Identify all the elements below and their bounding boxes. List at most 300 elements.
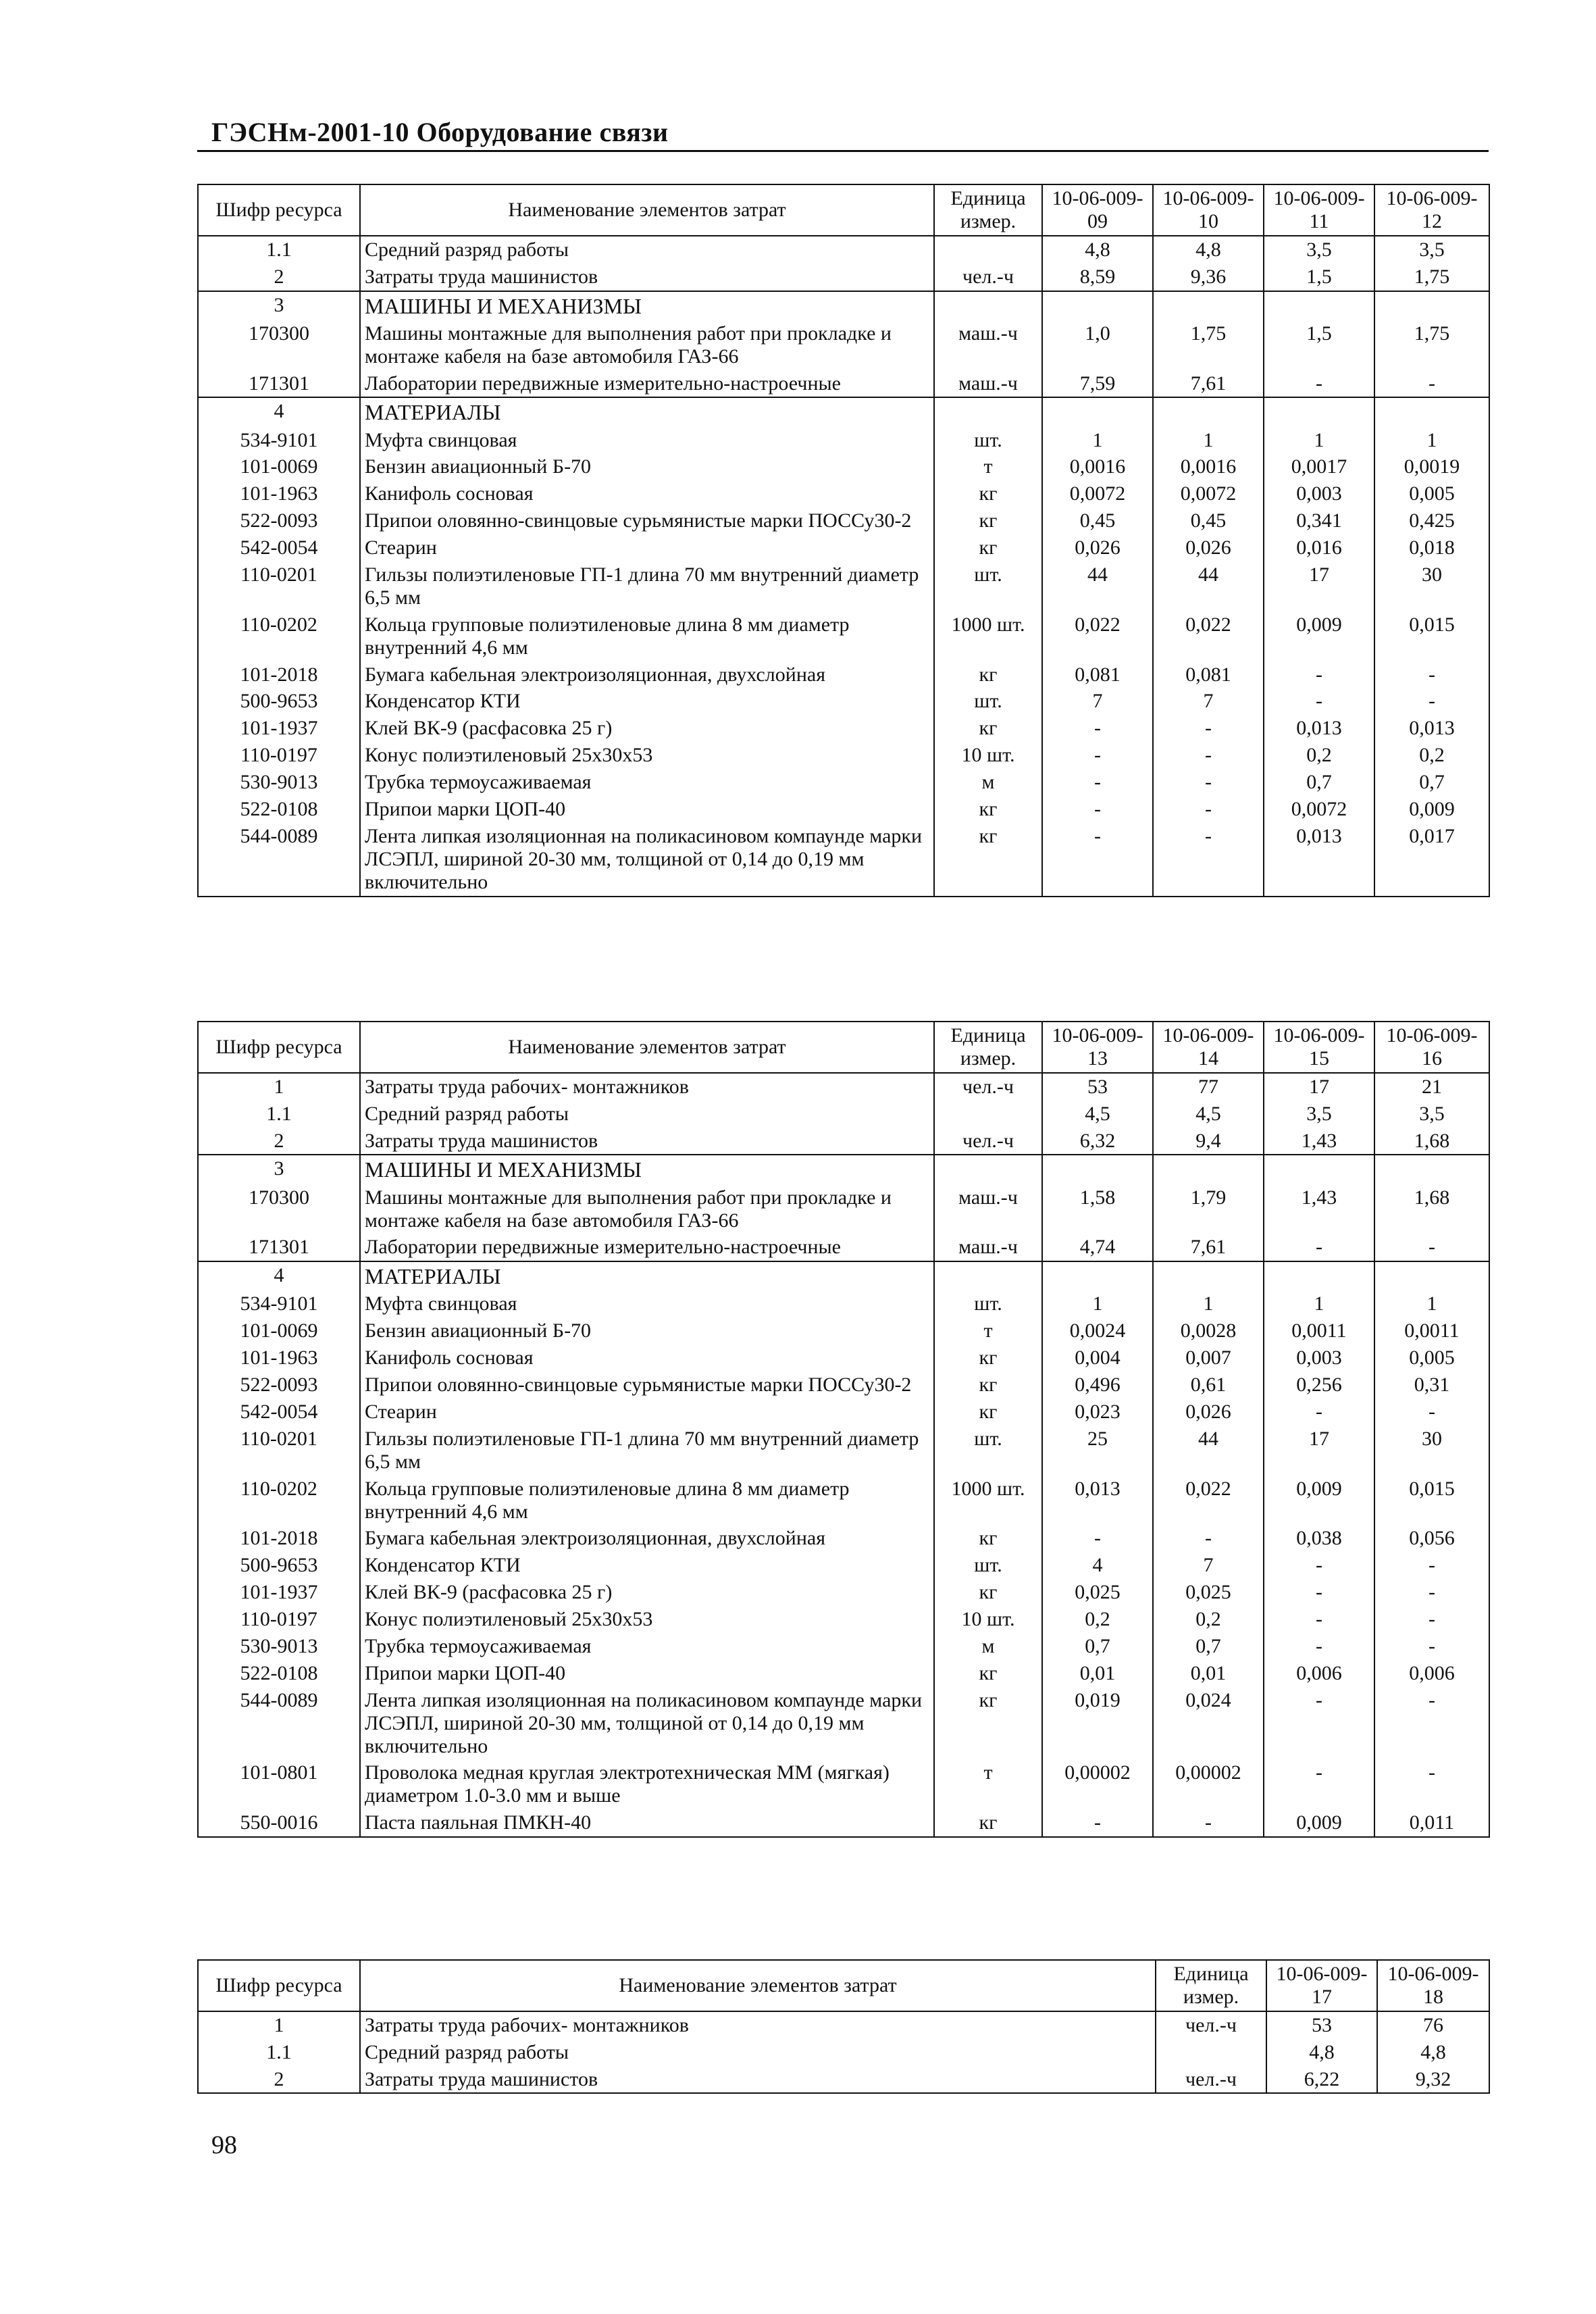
norm-value: 0,01 [1153,1660,1264,1687]
norm-value: 6,32 [1042,1128,1153,1155]
norm-value [1153,397,1264,426]
cost-element-name: Кольца групповые полиэтиленовые длина 8 мм диаметр внутренний 4,6 мм [360,1476,934,1526]
cost-element-name: Средний разряд работы [360,2039,1156,2066]
unit-of-measure: 10 шт. [934,742,1042,769]
cost-element-name: Затраты труда рабочих- монтажников [360,2011,1156,2039]
norm-value: 0,017 [1374,823,1489,897]
resource-code: 4 [198,1261,360,1290]
norm-value: 0,7 [1153,1633,1264,1660]
unit-of-measure: маш.-ч [934,320,1042,370]
norm-value: 44 [1042,561,1153,611]
norm-value: - [1042,796,1153,823]
cost-element-name: Затраты труда машинистов [360,263,934,291]
norm-value: - [1042,769,1153,796]
norm-value: 0,01 [1042,1660,1153,1687]
norm-value: 0,61 [1153,1372,1264,1399]
resource-code: 522-0093 [198,1372,360,1399]
norm-value: - [1374,1579,1489,1606]
unit-of-measure [934,1155,1042,1184]
norm-value: 53 [1042,1073,1153,1101]
norm-value: 0,026 [1153,534,1264,561]
norm-value: 0,013 [1042,1476,1153,1526]
resource-code: 2 [198,2066,360,2094]
cost-element-name: Канифоль сосновая [360,1344,934,1372]
norm-value: 0,7 [1264,769,1374,796]
table-row [198,1552,1489,1579]
cost-element-name: Гильзы полиэтиленовые ГП-1 длина 70 мм внутренний диаметр 6,5 мм [360,561,934,611]
norm-value: 3,5 [1264,236,1374,263]
cost-element-name: Проволока медная круглая электротехническая ММ (мягкая) диаметром 1.0-3.0 мм и выше [360,1759,934,1809]
table-row [198,1399,1489,1426]
norm-value: 0,2 [1153,1606,1264,1633]
cost-element-name: Конденсатор КТИ [360,688,934,715]
norm-value: 0,018 [1374,534,1489,561]
unit-of-measure: кг [934,480,1042,507]
header-divider [197,150,1489,152]
norm-value [1042,1155,1153,1184]
resource-code: 534-9101 [198,427,360,454]
norm-value: 4,8 [1377,2039,1489,2066]
norm-value: 0,2 [1042,1606,1153,1633]
norm-value: 1,79 [1153,1184,1264,1234]
unit-of-measure: кг [934,1372,1042,1399]
resource-code: 4 [198,397,360,426]
cost-element-name: Лента липкая изоляционная на поликасиновом компаунде марки ЛСЭПЛ, шириной 20-30 мм, толщиной от 0,14 до 0,19 мм включительно [360,823,934,897]
norm-value [1153,291,1264,320]
resource-code: 171301 [198,1234,360,1261]
norm-value: 0,009 [1264,611,1374,661]
norm-value: 0,0028 [1153,1317,1264,1344]
norm-value: 0,425 [1374,507,1489,534]
resource-code: 1.1 [198,236,360,263]
table-row [198,611,1489,661]
norm-value: 0,45 [1042,507,1153,534]
norm-value: - [1042,742,1153,769]
norm-value: 0,0019 [1374,453,1489,480]
norm-value: 0,022 [1153,611,1264,661]
cost-element-name: Бумага кабельная электроизоляционная, двухслойная [360,661,934,688]
norm-value: 53 [1266,2011,1377,2039]
resource-code: 3 [198,1155,360,1184]
table-row [198,507,1489,534]
resource-code: 550-0016 [198,1809,360,1837]
cost-element-name: Конус полиэтиленовый 25x30x53 [360,1606,934,1633]
norm-value: - [1264,1234,1374,1261]
table-row [198,561,1489,611]
table-row [198,1372,1489,1399]
table-row [198,742,1489,769]
table-row [198,1476,1489,1526]
norm-value: 7 [1153,1552,1264,1579]
table-row [198,263,1489,291]
norm-value: 44 [1153,1426,1264,1476]
table-row [198,2066,1489,2094]
table-row [198,769,1489,796]
column-header: 10-06-009-12 [1374,184,1489,236]
norm-value: - [1374,1759,1489,1809]
unit-of-measure: кг [934,715,1042,742]
norm-value: 0,31 [1374,1372,1489,1399]
unit-of-measure [934,1101,1042,1128]
cost-element-name: Трубка термоусаживаемая [360,1633,934,1660]
column-header: Шифр ресурса [198,1960,360,2011]
unit-of-measure: маш.-ч [934,1234,1042,1261]
norm-value: 3,5 [1374,236,1489,263]
cost-element-name: Стеарин [360,1399,934,1426]
section-title: МАТЕРИАЛЫ [360,397,934,426]
resource-code: 171301 [198,370,360,398]
norm-value: 0,0072 [1042,480,1153,507]
resource-code: 534-9101 [198,1290,360,1317]
resource-code: 101-2018 [198,1525,360,1552]
resource-code: 1.1 [198,1101,360,1128]
table-row [198,1184,1489,1234]
resource-code: 110-0202 [198,1476,360,1526]
norm-value: - [1264,688,1374,715]
table-row [198,1809,1489,1837]
table-row [198,1234,1489,1261]
unit-of-measure: кг [934,534,1042,561]
table-row [198,534,1489,561]
column-header: 10-06-009-13 [1042,1022,1153,1073]
unit-of-measure [934,1261,1042,1290]
cost-element-name: Клей ВК-9 (расфасовка 25 г) [360,715,934,742]
table-row [198,1525,1489,1552]
norm-value: - [1264,1399,1374,1426]
column-header: 10-06-009-14 [1153,1022,1264,1073]
resource-code: 101-1937 [198,715,360,742]
cost-element-name: Припои оловянно-свинцовые сурьмянистые марки ПОССу30-2 [360,507,934,534]
resource-code: 542-0054 [198,534,360,561]
unit-of-measure: маш.-ч [934,370,1042,398]
norm-value: 1 [1374,427,1489,454]
resource-code: 500-9653 [198,1552,360,1579]
table-row [198,370,1489,398]
norm-value: 0,003 [1264,1344,1374,1372]
norm-value: - [1042,715,1153,742]
norm-value: 1 [1042,1290,1153,1317]
resource-code: 101-2018 [198,661,360,688]
norm-value: 0,256 [1264,1372,1374,1399]
table-row [198,1290,1489,1317]
norm-value: 0,0011 [1374,1317,1489,1344]
table-row [198,1317,1489,1344]
norm-value: 0,341 [1264,507,1374,534]
norm-value: 0,496 [1042,1372,1153,1399]
norm-value: 0,7 [1042,1633,1153,1660]
norm-value: 0,45 [1153,507,1264,534]
cost-element-name: Затраты труда рабочих- монтажников [360,1073,934,1101]
norm-value: 0,0016 [1042,453,1153,480]
norm-value [1153,1261,1264,1290]
norm-value: 0,013 [1264,823,1374,897]
unit-of-measure: чел.-ч [1156,2066,1266,2094]
norm-table-3 [197,1959,1490,2094]
column-header: Единица измер. [934,1022,1042,1073]
cost-element-name: Лаборатории передвижные измерительно-настроечные [360,370,934,398]
norm-value: 77 [1153,1073,1264,1101]
table-row [198,320,1489,370]
table-row [198,715,1489,742]
norm-value [1264,291,1374,320]
norm-value: - [1042,1809,1153,1837]
norm-value: 1 [1264,427,1374,454]
norm-value: - [1042,1525,1153,1552]
norm-value: 0,025 [1042,1579,1153,1606]
table-row [198,2011,1489,2039]
norm-value: 0,005 [1374,1344,1489,1372]
cost-element-name: Конденсатор КТИ [360,1552,934,1579]
norm-value: 0,004 [1042,1344,1153,1372]
cost-element-name: Средний разряд работы [360,1101,934,1128]
norm-value: 0,0017 [1264,453,1374,480]
table-row [198,1759,1489,1809]
cost-element-name: Затраты труда машинистов [360,1128,934,1155]
norm-value: 0,009 [1374,796,1489,823]
table-row [198,1426,1489,1476]
norm-value: 0,038 [1264,1525,1374,1552]
norm-value: 7,61 [1153,370,1264,398]
norm-value: 0,011 [1374,1809,1489,1837]
norm-value: 0,024 [1153,1687,1264,1760]
norm-value: 9,32 [1377,2066,1489,2094]
norm-value: 0,013 [1374,715,1489,742]
table-row [198,661,1489,688]
norm-value: - [1153,769,1264,796]
resource-code: 2 [198,1128,360,1155]
table-row [198,236,1489,263]
section-row [198,1261,1489,1290]
unit-of-measure: кг [934,1344,1042,1372]
norm-value [1374,1155,1489,1184]
norm-value: 1 [1153,1290,1264,1317]
resource-code: 522-0108 [198,1660,360,1687]
norm-value [1042,1261,1153,1290]
unit-of-measure [934,397,1042,426]
norm-value: - [1374,1606,1489,1633]
unit-of-measure: чел.-ч [934,263,1042,291]
norm-value: - [1264,370,1374,398]
norm-value: 0,0016 [1153,453,1264,480]
norm-value: 4,8 [1153,236,1264,263]
norm-value: 1,5 [1264,320,1374,370]
norm-value: 4,8 [1042,236,1153,263]
table-header-row [198,1022,1489,1073]
norm-value: - [1264,1579,1374,1606]
resource-code: 530-9013 [198,769,360,796]
cost-element-name: Паста паяльная ПМКН-40 [360,1809,934,1837]
unit-of-measure: маш.-ч [934,1184,1042,1234]
cost-element-name: Припои оловянно-свинцовые сурьмянистые марки ПОССу30-2 [360,1372,934,1399]
norm-value: - [1153,796,1264,823]
norm-value: 30 [1374,561,1489,611]
norm-value: 0,00002 [1153,1759,1264,1809]
norm-value: 0,006 [1264,1660,1374,1687]
norm-value: 0,016 [1264,534,1374,561]
unit-of-measure: м [934,1633,1042,1660]
unit-of-measure: кг [934,1809,1042,1837]
cost-element-name: Припои марки ЦОП-40 [360,796,934,823]
norm-value: 0,015 [1374,1476,1489,1526]
norm-value [1264,1155,1374,1184]
norm-value: 0,022 [1153,1476,1264,1526]
norm-value: 0,2 [1374,742,1489,769]
norm-value: 0,025 [1153,1579,1264,1606]
norm-value: 44 [1153,561,1264,611]
cost-element-name: Трубка термоусаживаемая [360,769,934,796]
norm-value [1264,397,1374,426]
column-header: 10-06-009-16 [1374,1022,1489,1073]
unit-of-measure: кг [934,1687,1042,1760]
resource-code: 2 [198,263,360,291]
norm-value: 0,0024 [1042,1317,1153,1344]
norm-value: 6,22 [1266,2066,1377,2094]
resource-code: 110-0197 [198,742,360,769]
norm-value: 3,5 [1264,1101,1374,1128]
section-row [198,397,1489,426]
table-row [198,1633,1489,1660]
unit-of-measure: чел.-ч [1156,2011,1266,2039]
unit-of-measure: шт. [934,688,1042,715]
norm-value: 0,056 [1374,1525,1489,1552]
unit-of-measure: 10 шт. [934,1606,1042,1633]
column-header: Наименование элементов затрат [360,184,934,236]
table-row [198,1606,1489,1633]
cost-element-name: Лаборатории передвижные измерительно-настроечные [360,1234,934,1261]
cost-element-name: Стеарин [360,534,934,561]
unit-of-measure: кг [934,823,1042,897]
cost-element-name: Лента липкая изоляционная на поликасиновом компаунде марки ЛСЭПЛ, шириной 20-30 мм, толщиной от 0,14 до 0,19 мм включительно [360,1687,934,1760]
norm-value: 0,019 [1042,1687,1153,1760]
norm-value: 1,75 [1374,263,1489,291]
norm-value: 0,023 [1042,1399,1153,1426]
norm-value [1042,291,1153,320]
section-title: МАШИНЫ И МЕХАНИЗМЫ [360,1155,934,1184]
resource-code: 101-1963 [198,480,360,507]
resource-code: 110-0197 [198,1606,360,1633]
resource-code: 101-0069 [198,1317,360,1344]
unit-of-measure: чел.-ч [934,1128,1042,1155]
norm-value: 0,026 [1042,534,1153,561]
norm-value: - [1374,688,1489,715]
column-header: 10-06-009-09 [1042,184,1153,236]
norm-value: 25 [1042,1426,1153,1476]
cost-element-name: Машины монтажные для выполнения работ при прокладке и монтаже кабеля на базе автомобиля ГАЗ-66 [360,320,934,370]
norm-value: - [1042,823,1153,897]
norm-value [1042,397,1153,426]
unit-of-measure: шт. [934,1426,1042,1476]
cost-element-name: Клей ВК-9 (расфасовка 25 г) [360,1579,934,1606]
cost-element-name: Канифоль сосновая [360,480,934,507]
norm-value: 1 [1042,427,1153,454]
norm-value: 0,0011 [1264,1317,1374,1344]
norm-value: 0,081 [1042,661,1153,688]
cost-element-name: Кольца групповые полиэтиленовые длина 8 мм диаметр внутренний 4,6 мм [360,611,934,661]
page-number: 98 [211,2131,237,2159]
norm-value: - [1264,1606,1374,1633]
resource-code: 530-9013 [198,1633,360,1660]
norm-value: 0,007 [1153,1344,1264,1372]
norm-value [1374,291,1489,320]
table-row [198,1101,1489,1128]
norm-value: 1,43 [1264,1128,1374,1155]
column-header: 10-06-009-11 [1264,184,1374,236]
resource-code: 110-0201 [198,1426,360,1476]
norm-value: - [1374,1234,1489,1261]
table-row [198,1687,1489,1760]
page-header-title: ГЭСНм-2001-10 Оборудование связи [211,117,669,147]
cost-element-name: Гильзы полиэтиленовые ГП-1 длина 70 мм внутренний диаметр 6,5 мм [360,1426,934,1476]
norm-value: 1,58 [1042,1184,1153,1234]
unit-of-measure: шт. [934,1552,1042,1579]
resource-code: 101-0069 [198,453,360,480]
cost-element-name: Машины монтажные для выполнения работ при прокладке и монтаже кабеля на базе автомобиля ГАЗ-66 [360,1184,934,1234]
resource-code: 101-1937 [198,1579,360,1606]
unit-of-measure: т [934,453,1042,480]
cost-element-name: Муфта свинцовая [360,427,934,454]
column-header: 10-06-009-18 [1377,1960,1489,2011]
norm-value: - [1153,1809,1264,1837]
resource-code: 3 [198,291,360,320]
table-row [198,796,1489,823]
norm-value: - [1374,1399,1489,1426]
norm-value: 0,022 [1042,611,1153,661]
norm-value: 0,2 [1264,742,1374,769]
norm-value: 0,0072 [1153,480,1264,507]
unit-of-measure [934,236,1042,263]
norm-value: 9,36 [1153,263,1264,291]
norm-value: 9,4 [1153,1128,1264,1155]
norm-value: 0,013 [1264,715,1374,742]
unit-of-measure: кг [934,1579,1042,1606]
resource-code: 1.1 [198,2039,360,2066]
resource-code: 1 [198,2011,360,2039]
norm-value: 7,61 [1153,1234,1264,1261]
section-row [198,1155,1489,1184]
norm-value: 17 [1264,1426,1374,1476]
section-title: МАШИНЫ И МЕХАНИЗМЫ [360,291,934,320]
norm-value: 4,5 [1153,1101,1264,1128]
resource-code: 110-0202 [198,611,360,661]
norm-value: 0,015 [1374,611,1489,661]
norm-value: - [1374,1633,1489,1660]
table-row [198,1128,1489,1155]
norm-value: 21 [1374,1073,1489,1101]
column-header: Единица измер. [1156,1960,1266,2011]
norm-value: 0,009 [1264,1476,1374,1526]
resource-code: 500-9653 [198,688,360,715]
norm-value: - [1264,1759,1374,1809]
norm-value: 0,009 [1264,1809,1374,1837]
unit-of-measure: кг [934,1660,1042,1687]
norm-value: 1,68 [1374,1128,1489,1155]
norm-value: - [1374,661,1489,688]
norm-value: 4,8 [1266,2039,1377,2066]
norm-value: 1,0 [1042,320,1153,370]
column-header: 10-06-009-17 [1266,1960,1377,2011]
norm-value: - [1153,715,1264,742]
norm-table-2 [197,1021,1490,1838]
table-row [198,1579,1489,1606]
cost-element-name: Конус полиэтиленовый 25x30x53 [360,742,934,769]
table-row [198,2039,1489,2066]
resource-code: 170300 [198,320,360,370]
unit-of-measure: 1000 шт. [934,611,1042,661]
resource-code: 170300 [198,1184,360,1234]
column-header: Наименование элементов затрат [360,1022,934,1073]
norm-value: - [1153,1525,1264,1552]
norm-value: - [1374,1552,1489,1579]
